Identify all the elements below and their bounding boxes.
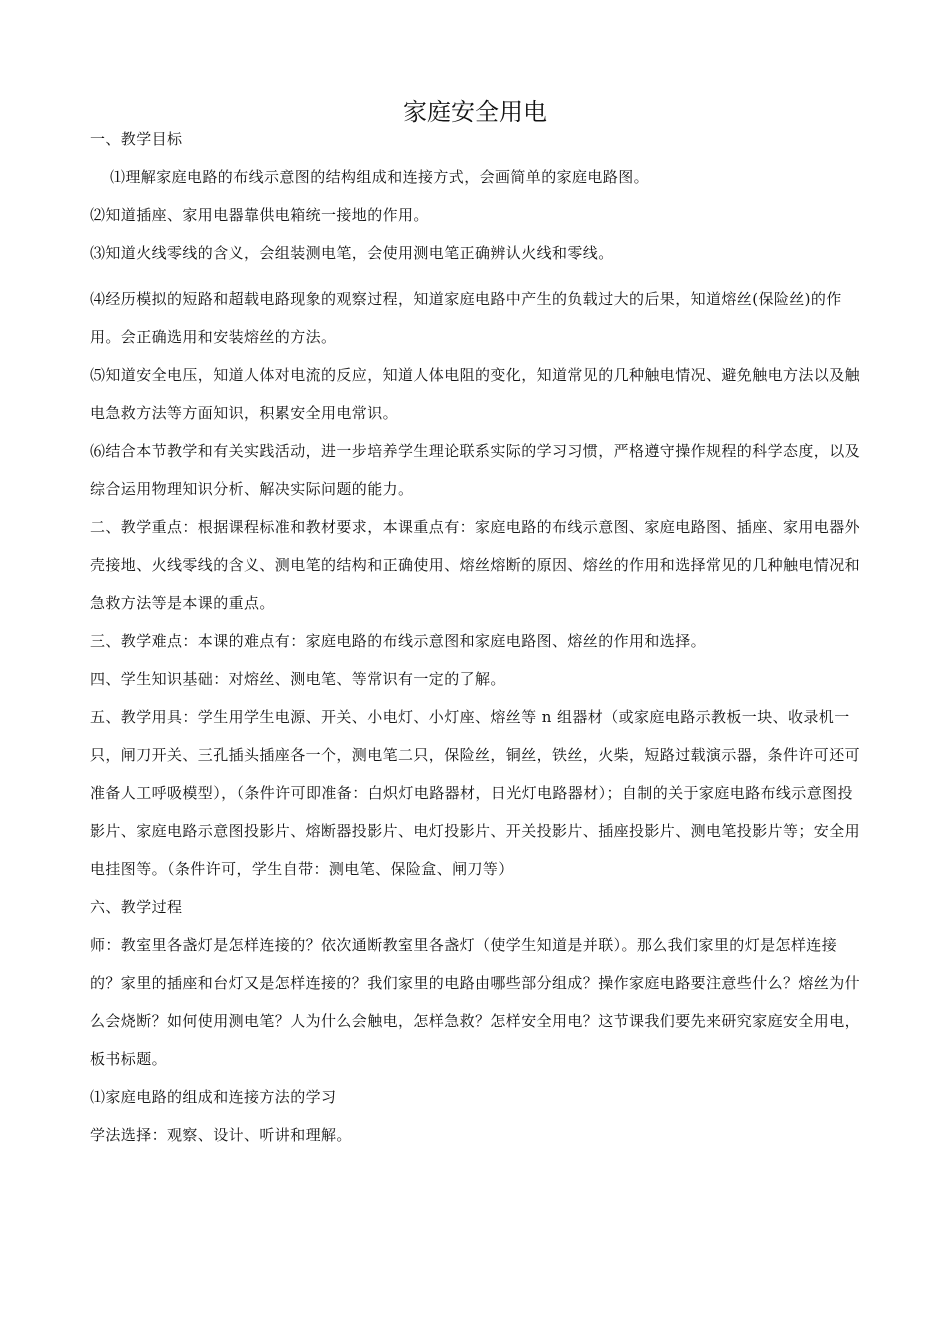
objective-6: ⑹结合本节教学和有关实践活动，进一步培养学生理论联系实际的学习习惯，严格遵守操作规程的科学态度，以及综合运用物理知识分析、解决实际问题的能力。 [90,442,861,498]
objective-5: ⑸知道安全电压，知道人体对电流的反应，知道人体电阻的变化，知道常见的几种触电情况、避免触电方法以及触电急救方法等方面知识，积累安全用电常识。 [90,366,861,422]
learning-method: 学法选择：观察、设计、听讲和理解。 [90,1126,352,1144]
subsection-circuit-composition: ⑴家庭电路的组成和连接方法的学习 [90,1088,337,1106]
section-prior-knowledge: 四、学生知识基础：对熔丝、测电笔、等常识有一定的了解。 [90,670,506,688]
section-difficulties: 三、教学难点：本课的难点有：家庭电路的布线示意图和家庭电路图、熔丝的作用和选择。 [90,632,707,650]
document-title: 家庭安全用电 [403,98,547,126]
section-teaching-aids: 五、教学用具：学生用学生电源、开关、小电灯、小灯座、熔丝等 n 组器材（或家庭电路示教板一块、收录机一只，闸刀开关、三孔插头插座各一个，测电笔二只，保险丝，铜丝，铁丝，火柴，短路过载演示器，条件许可还可准备人工呼吸模型），（条件许可即准备：白炽灯电路器材，日光灯电路器材）；自制的关于家庭电路布线示意图投影片、家庭电路示意图投影片、熔断器投影片、电灯投影片、开关投影片、插座投影片、测电笔投影片等；安全用电挂图等。（条件许可，学生自带：测电笔、保险盒、闸刀等） [90,708,861,878]
objective-2: ⑵知道插座、家用电器靠供电箱统一接地的作用。 [90,206,429,224]
section-heading-objectives: 一、教学目标 [90,130,183,148]
objective-3: ⑶知道火线零线的含义，会组装测电笔，会使用测电笔正确辨认火线和零线。 [90,244,614,262]
objective-4: ⑷经历模拟的短路和超载电路现象的观察过程，知道家庭电路中产生的负载过大的后果，知道熔丝(保险丝)的作用。会正确选用和安装熔丝的方法。 [90,290,842,346]
section-key-points: 二、教学重点：根据课程标准和教材要求，本课重点有：家庭电路的布线示意图、家庭电路图、插座、家用电器外壳接地、火线零线的含义、测电笔的结构和正确使用、熔丝熔断的原因、熔丝的作用和选择常见的几种触电情况和急救方法等是本课的重点。 [90,518,861,612]
objective-1: ⑴理解家庭电路的布线示意图的结构组成和连接方式，会画简单的家庭电路图。 [110,168,650,186]
section-heading-process: 六、教学过程 [90,898,183,916]
teacher-introduction: 师：教室里各盏灯是怎样连接的？依次通断教室里各盏灯（使学生知道是并联）。那么我们家里的灯是怎样连接的？家里的插座和台灯又是怎样连接的？我们家里的电路由哪些部分组成？操作家庭电路要注意些什么？熔丝为什么会烧断？如何使用测电笔？人为什么会触电，怎样急救？怎样安全用电？这节课我们要先来研究家庭安全用电，板书标题。 [90,936,861,1068]
